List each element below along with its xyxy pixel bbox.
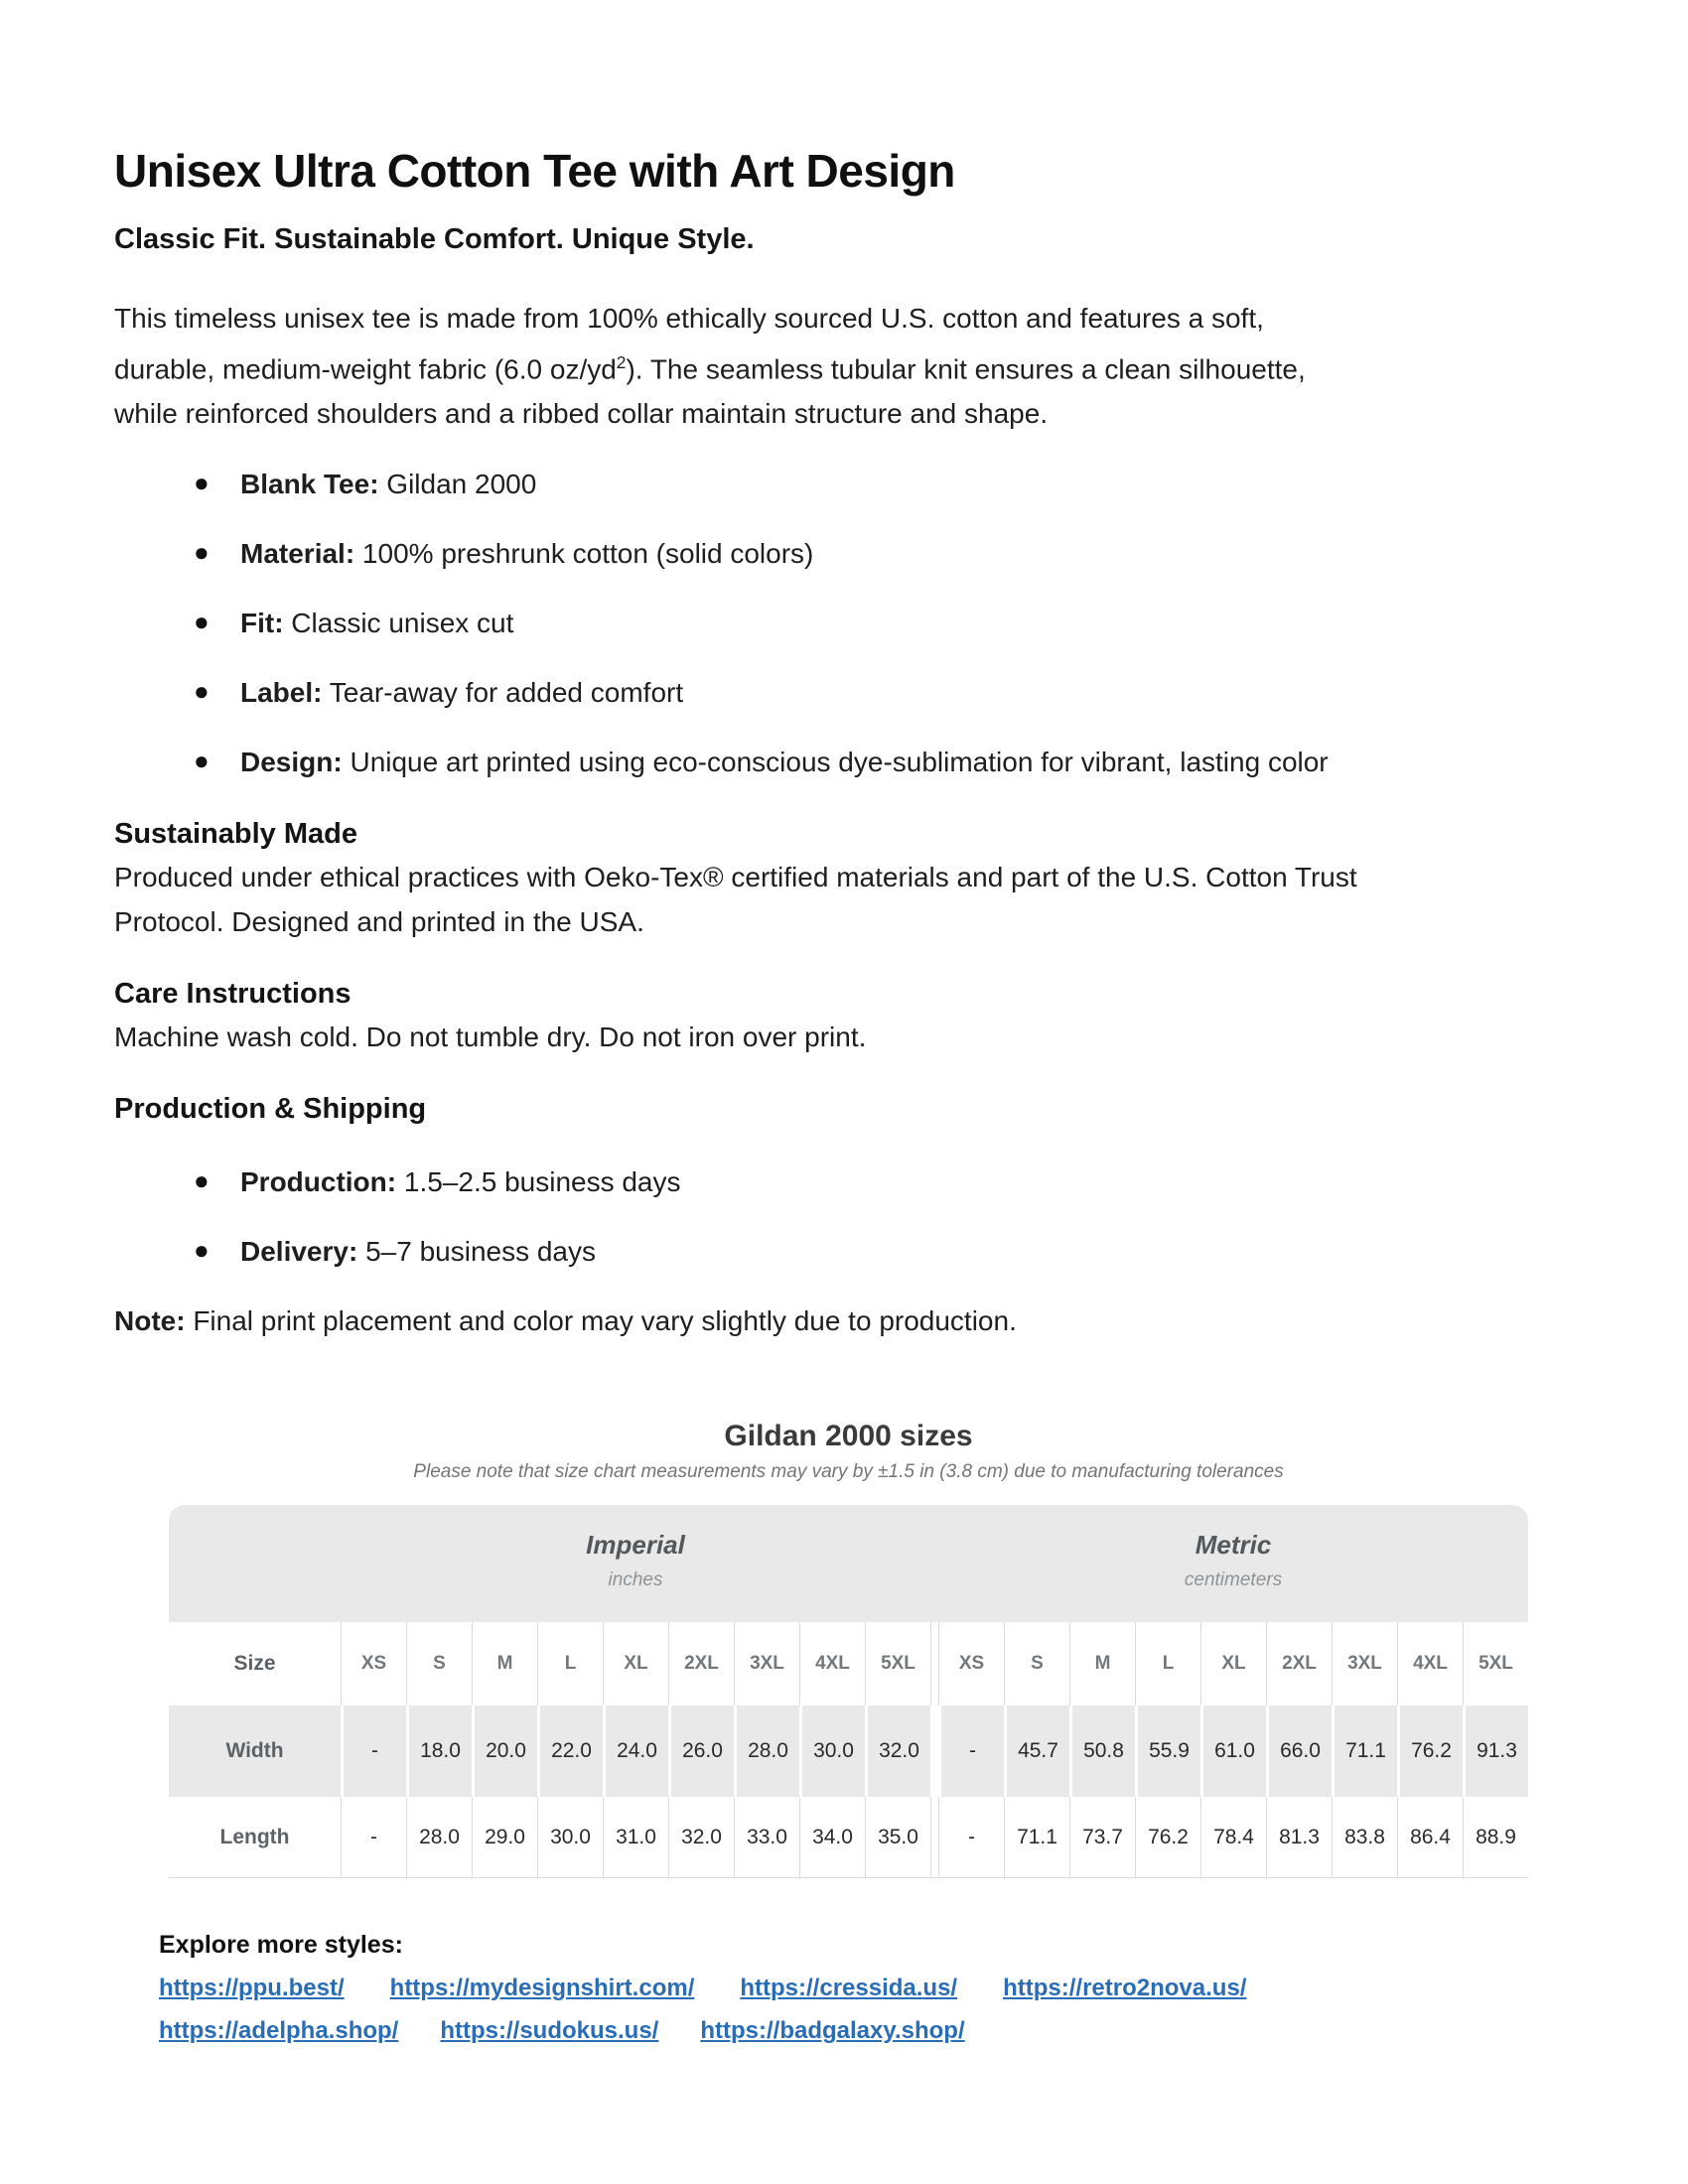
table-cell: 71.1 xyxy=(1004,1797,1069,1877)
size-header-cell: 3XL xyxy=(734,1622,799,1706)
table-cell: 34.0 xyxy=(799,1797,865,1877)
table-cell: 61.0 xyxy=(1200,1706,1266,1797)
metric-unit: centimeters xyxy=(1184,1570,1283,1591)
size-header-cell: XS xyxy=(341,1622,406,1706)
table-cell: 91.3 xyxy=(1463,1706,1528,1797)
section-text: Produced under ethical practices with Oeko-Tex® certified materials and part of the U.S. Cotton Trust Protocol. Designed and printed in the USA. xyxy=(114,862,1357,938)
size-header-cell: 5XL xyxy=(865,1622,930,1706)
table-cell: 18.0 xyxy=(406,1706,472,1797)
table-cell: 76.2 xyxy=(1135,1797,1200,1877)
table-cell: 78.4 xyxy=(1200,1797,1266,1877)
bullet-icon: ● xyxy=(194,537,210,568)
size-table xyxy=(169,1505,1528,1878)
size-header-cell: 4XL xyxy=(799,1622,865,1706)
table-cell: 31.0 xyxy=(603,1797,668,1877)
imperial-group-header xyxy=(341,1505,930,1622)
note-label: Note: xyxy=(114,1305,186,1337)
table-cell: - xyxy=(938,1797,1004,1877)
link-mydesignshirt[interactable]: https://mydesignshirt.com/ xyxy=(389,1975,695,2002)
table-cell: 50.8 xyxy=(1069,1706,1135,1797)
link-cressida[interactable]: https://cressida.us/ xyxy=(740,1975,958,2002)
table-cell: 83.8 xyxy=(1332,1797,1397,1877)
intro-paragraph xyxy=(114,296,1589,436)
list-item: ● Delivery: 5–7 business days xyxy=(114,1229,1589,1274)
table-cell: 35.0 xyxy=(865,1797,930,1877)
table-cell: 81.3 xyxy=(1266,1797,1332,1877)
table-row-width xyxy=(169,1706,1528,1797)
table-cell: 33.0 xyxy=(734,1797,799,1877)
table-cell: 22.0 xyxy=(537,1706,603,1797)
imperial-unit: inches xyxy=(608,1570,663,1591)
intro-line-2: durable, medium-weight fabric (6.0 $oz/yd^2$). The seamless tubular knit ensures a clean silhouette, xyxy=(114,352,1306,385)
table-cell: 28.0 xyxy=(734,1706,799,1797)
group-divider xyxy=(930,1706,938,1797)
explore-section xyxy=(159,1928,1589,2047)
size-chart xyxy=(169,1419,1528,1878)
table-cell: 32.0 xyxy=(668,1797,734,1877)
table-cell: 88.9 xyxy=(1463,1797,1528,1877)
row-label-width: Width xyxy=(169,1706,341,1797)
size-header-cell: 4XL xyxy=(1397,1622,1463,1706)
size-header-cell: XS xyxy=(938,1622,1004,1706)
table-cell: 45.7 xyxy=(1004,1706,1069,1797)
link-row-1 xyxy=(159,1972,1589,2004)
intro-line-1: This timeless unisex tee is made from 100% ethically sourced U.S. cotton and features a soft, xyxy=(114,303,1264,334)
list-item: ● Material: 100% preshrunk cotton (solid colors) xyxy=(114,531,1589,576)
size-header-cell: 2XL xyxy=(668,1622,734,1706)
table-cell: 86.4 xyxy=(1397,1797,1463,1877)
link-row-2 xyxy=(159,2014,1589,2047)
size-header-cell: M xyxy=(1069,1622,1135,1706)
table-cell: - xyxy=(938,1706,1004,1797)
size-header-cell: XL xyxy=(1200,1622,1266,1706)
list-item: ● Blank Tee: Gildan 2000 xyxy=(114,462,1589,506)
section-heading-care-instructions: Care Instructions xyxy=(114,978,352,1011)
explore-heading: Explore more styles: xyxy=(159,1931,403,1960)
tagline: Classic Fit. Sustainable Comfort. Unique Style. xyxy=(114,223,755,255)
table-cell: 32.0 xyxy=(865,1706,930,1797)
size-header-cell: L xyxy=(1135,1622,1200,1706)
size-header-cell: XL xyxy=(603,1622,668,1706)
note-text: Final print placement and color may vary slightly due to production. xyxy=(185,1305,1017,1337)
table-cell: 71.1 xyxy=(1332,1706,1397,1797)
list-item: ● Design: Unique art printed using eco-conscious dye-sublimation for vibrant, lasting color xyxy=(114,740,1589,784)
table-cell: 30.0 xyxy=(537,1797,603,1877)
section-text: Machine wash cold. Do not tumble dry. Do not iron over print. xyxy=(114,1022,867,1053)
table-cell: 24.0 xyxy=(603,1706,668,1797)
size-header-cell: M xyxy=(472,1622,537,1706)
bullet-icon: ● xyxy=(194,676,210,707)
row-label-length: Length xyxy=(219,1825,290,1848)
table-row-length xyxy=(169,1797,1528,1878)
link-badgalaxy[interactable]: https://badgalaxy.shop/ xyxy=(700,2017,965,2045)
table-cell: 73.7 xyxy=(1069,1797,1135,1877)
size-header-row xyxy=(169,1622,1528,1706)
metric-group-header xyxy=(938,1505,1528,1622)
link-adelpha[interactable]: https://adelpha.shop/ xyxy=(159,2017,399,2045)
size-header-cell: 2XL xyxy=(1266,1622,1332,1706)
size-header-cell: 5XL xyxy=(1463,1622,1528,1706)
superscript-2: 2 xyxy=(616,352,627,372)
link-sudokus[interactable]: https://sudokus.us/ xyxy=(440,2017,659,2045)
metric-label: Metric xyxy=(1195,1530,1272,1561)
bullet-icon: ● xyxy=(194,1165,210,1196)
table-cell: 28.0 xyxy=(406,1797,472,1877)
bullet-icon: ● xyxy=(194,468,210,498)
group-divider xyxy=(930,1797,938,1877)
size-chart-title: Gildan 2000 sizes xyxy=(724,1420,973,1453)
intro-line-3: while reinforced shoulders and a ribbed collar maintain structure and shape. xyxy=(114,398,1049,430)
list-item: ● Label: Tear-away for added comfort xyxy=(114,670,1589,715)
size-header-cell: S xyxy=(406,1622,472,1706)
bullet-icon: ● xyxy=(194,1235,210,1266)
table-cell: 76.2 xyxy=(1397,1706,1463,1797)
link-retro2nova[interactable]: https://retro2nova.us/ xyxy=(1003,1975,1247,2002)
section-heading-production-shipping: Production & Shipping xyxy=(114,1093,427,1126)
feature-list xyxy=(114,462,1589,784)
table-cell: 55.9 xyxy=(1135,1706,1200,1797)
bullet-icon: ● xyxy=(194,746,210,776)
note-line xyxy=(114,1298,1589,1343)
table-cell: 30.0 xyxy=(799,1706,865,1797)
list-item: ● Production: 1.5–2.5 business days xyxy=(114,1160,1589,1204)
size-header-cell: 3XL xyxy=(1332,1622,1397,1706)
table-cell: 29.0 xyxy=(472,1797,537,1877)
imperial-label: Imperial xyxy=(586,1530,685,1561)
table-cell: - xyxy=(341,1706,406,1797)
table-cell: 20.0 xyxy=(472,1706,537,1797)
table-cell: - xyxy=(341,1797,406,1877)
link-ppu-best[interactable]: https://ppu.best/ xyxy=(159,1975,345,2002)
production-list xyxy=(114,1160,1589,1274)
size-column-header: Size xyxy=(233,1652,276,1676)
page-title: Unisex Ultra Cotton Tee with Art Design xyxy=(114,145,955,197)
bullet-icon: ● xyxy=(194,607,210,637)
section-heading-sustainably-made: Sustainably Made xyxy=(114,818,357,851)
size-header-cell: L xyxy=(537,1622,603,1706)
list-item: ● Fit: Classic unisex cut xyxy=(114,601,1589,645)
table-cell: 26.0 xyxy=(668,1706,734,1797)
unit-header-band xyxy=(169,1505,1528,1622)
size-chart-disclaimer: Please note that size chart measurements may vary by ±1.5 in (3.8 cm) due to manufacturing tolerances xyxy=(413,1461,1284,1483)
table-cell: 66.0 xyxy=(1266,1706,1332,1797)
group-divider xyxy=(930,1622,938,1706)
size-header-cell: S xyxy=(1004,1622,1069,1706)
